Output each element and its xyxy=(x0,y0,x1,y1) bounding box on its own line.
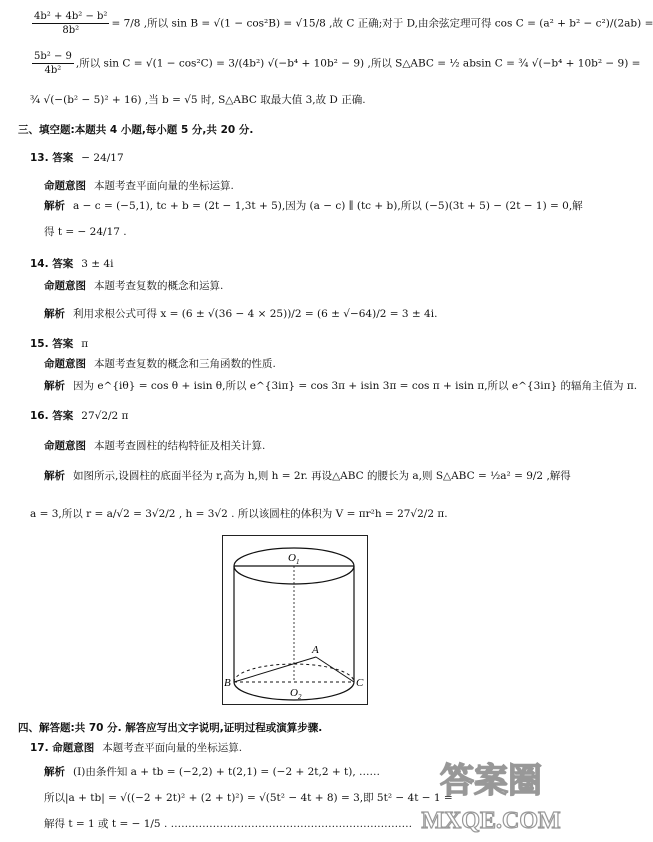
label-B: B xyxy=(224,677,231,689)
q16-solution-line-2: a = 3,所以 r = a/√2 = 3√2/2 , h = 3√2 . 所以该圆柱的体积为 V = πr²h = 27√2/2 π. xyxy=(30,508,448,520)
label-O2: $O_2$ xyxy=(290,687,302,701)
q14-intent-line: 命题意图 本题考查复数的概念和运算. xyxy=(44,280,224,292)
q13-number: 13. 答案 xyxy=(30,152,74,164)
segment-AC xyxy=(316,657,354,682)
segment-BA xyxy=(234,657,316,682)
watermark-top-text: 答案圈 xyxy=(440,763,542,800)
q14-answer: 3 ± 4i xyxy=(81,258,114,270)
q13-solution-line-2: 得 t = − 24/17 . xyxy=(44,226,127,238)
q14-answer-line: 14. 答案 3 ± 4i xyxy=(30,258,114,270)
fraction: $\frac{\text{4b² + 4b² − b²}}{\text{8b²}}$ xyxy=(34,11,108,36)
top-line-2: $\frac{\text{5b² − 9}}{\text{4b²}}$ ,所以 sin C = √(1 − cos²C) = 3/(4b²) √(−b⁴ + 10b² − 9) ,所以 S△ABC = ½ absin C = ¾ √(−b⁴ + 10b² − 9) = xyxy=(34,51,641,76)
label-C: C xyxy=(356,677,364,689)
q16-solution-line-1: 解析 如图所示,设圆柱的底面半径为 r,高为 h,则 h = 2r. 再设△ABC 的腰长为 a,则 S△ABC = ½a² = 9/2 ,解得 xyxy=(44,470,571,482)
q17-intent-line: 17. 命题意图 本题考查平面向量的坐标运算. xyxy=(30,742,243,754)
q16-answer-line: 16. 答案 27√2/2 π xyxy=(30,410,129,422)
q16-answer: 27√2/2 π xyxy=(81,410,129,422)
fraction: $\frac{\text{5b² − 9}}{\text{4b²}}$ xyxy=(34,51,72,76)
cylinder-figure xyxy=(222,535,368,705)
label-A: A xyxy=(312,644,319,656)
label-O1: $O_1$ xyxy=(288,552,300,566)
q17-solution-line-2: 所以|a + tb| = √((−2 + 2t)² + (2 + t)²) = √(5t² − 4t + 8) = 3,即 5t² − 4t − 1 = xyxy=(44,792,453,804)
section-4-heading: 四、解答题:共 70 分. 解答应写出文字说明,证明过程或演算步骤. xyxy=(18,722,323,734)
q16-intent-line: 命题意图 本题考查圆柱的结构特征及相关计算. xyxy=(44,440,266,452)
watermark-bottom-text: MXQE.COM xyxy=(421,808,561,834)
q15-solution-line: 解析 因为 e^{iθ} = cos θ + isin θ,所以 e^{3iπ} = cos 3π + isin 3π = cos π + isin π,所以 e^{3iπ} 的辐角主值为 π. xyxy=(44,380,638,392)
q13-answer: − 24/17 xyxy=(81,152,124,164)
q15-intent-line: 命题意图 本题考查复数的概念和三角函数的性质. xyxy=(44,358,276,370)
q13-solution-line-1: 解析 a − c = (−5,1), tc + b = (2t − 1,3t + 5),因为 (a − c) ∥ (tc + b),所以 (−5)(3t + 5) − (2t − 1) = 0,解 xyxy=(44,200,583,212)
top-line-1: $\frac{\text{4b² + 4b² − b²}}{\text{8b²}}$ = 7/8 ,所以 sin B = √(1 − cos²B) = √15/8 ,故 C 正确;对于 D,由余弦定理可得 cos C = (a² + b² − c²)/(2ab) = xyxy=(34,11,653,36)
q17-solution-line-1: 解析 (Ⅰ)由条件知 a + tb = (−2,2) + t(2,1) = (−2 + 2t,2 + t), …… xyxy=(44,766,381,778)
q15-answer: π xyxy=(81,338,89,350)
watermark-logo xyxy=(401,756,581,836)
q15-answer-line: 15. 答案 π xyxy=(30,338,89,350)
q17-solution-line-3: 解得 t = 1 或 t = − 1/5 . …………………………………………………………… xyxy=(44,818,413,830)
top-line-3: ¾ √(−(b² − 5)² + 16) ,当 b = √5 时, S△ABC 取最大值 3,故 D 正确. xyxy=(30,94,366,106)
q13-answer-line xyxy=(30,150,575,166)
q14-solution-line: 解析 利用求根公式可得 x = (6 ± √(36 − 4 × 25))/2 = (6 ± √−64)/2 = 3 ± 4i. xyxy=(44,308,438,320)
section-3-heading: 三、填空题:本题共 4 小题,每小题 5 分,共 20 分. xyxy=(18,124,254,136)
q13-intent-line: 命题意图 本题考查平面向量的坐标运算. xyxy=(44,180,234,192)
